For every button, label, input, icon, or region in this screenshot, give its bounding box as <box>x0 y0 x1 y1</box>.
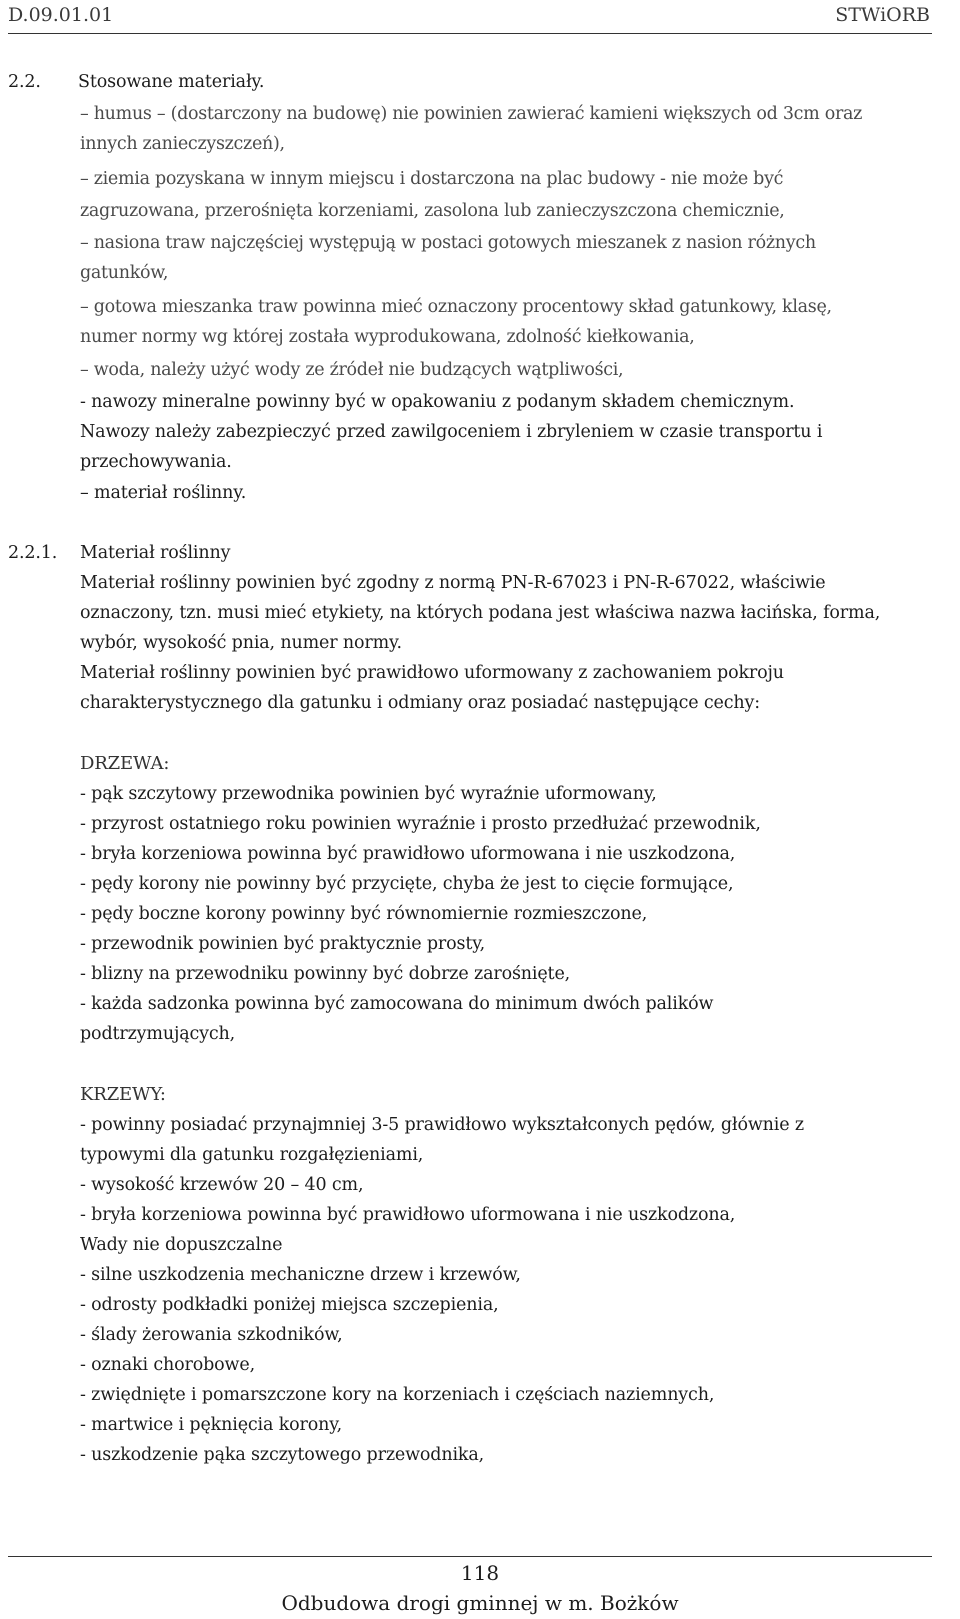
list-item: - zwiędnięte i pomarszczone kory na korzeniach i częściach naziemnych, <box>80 1385 715 1405</box>
material-line: numer normy wg której została wyprodukowana, zdolność kiełkowania, <box>80 327 695 347</box>
list-item: typowymi dla gatunku rozgałęzieniami, <box>80 1145 424 1165</box>
list-item: - silne uszkodzenia mechaniczne drzew i krzewów, <box>80 1265 521 1285</box>
material-line: – ziemia pozyskana w innym miejscu i dostarczona na plac budowy - nie może być <box>80 169 784 189</box>
shrubs-heading: KRZEWY: <box>80 1084 166 1105</box>
material-line: innych zanieczyszczeń), <box>80 134 285 154</box>
list-item: - przyrost ostatniego roku powinien wyraźnie i prosto przedłużać przewodnik, <box>80 814 761 834</box>
list-item: - uszkodzenie pąka szczytowego przewodnika, <box>80 1445 485 1465</box>
list-item: - powinny posiadać przynajmniej 3-5 prawidłowo wykształconych pędów, głównie z <box>80 1115 804 1135</box>
footer-rule <box>8 1556 932 1557</box>
list-item: - bryła korzeniowa powinna być prawidłowo uformowana i nie uszkodzona, <box>80 844 736 864</box>
material-line: – woda, należy użyć wody ze źródeł nie budzących wątpliwości, <box>80 360 624 380</box>
list-item: podtrzymujących, <box>80 1024 236 1044</box>
list-item: - bryła korzeniowa powinna być prawidłowo uformowana i nie uszkodzona, <box>80 1205 736 1225</box>
footer-title: Odbudowa drogi gminnej w m. Bożków <box>281 1591 679 1615</box>
list-item: - każda sadzonka powinna być zamocowana do minimum dwóch palików <box>80 994 714 1014</box>
material-line: – materiał roślinny. <box>80 483 247 503</box>
paragraph-line: oznaczony, tzn. musi mieć etykiety, na których podana jest właściwa nazwa łacińska, forma, <box>80 603 881 623</box>
material-line: – nasiona traw najczęściej występują w postaci gotowych mieszanek z nasion różnych <box>80 233 816 253</box>
material-line: – gotowa mieszanka traw powinna mieć oznaczony procentowy skład gatunkowy, klasę, <box>80 297 832 317</box>
material-line: gatunków, <box>80 263 169 283</box>
material-line: – humus – (dostarczony na budowę) nie powinien zawierać kamieni większych od 3cm oraz <box>80 104 863 124</box>
paragraph-line: charakterystycznego dla gatunku i odmiany oraz posiadać następujące cechy: <box>80 693 760 713</box>
header-doc-type: STWiORB <box>835 4 930 26</box>
material-line: zagruzowana, przerośnięta korzeniami, zasolona lub zanieczyszczona chemicznie, <box>80 201 785 221</box>
subsection-number: 2.2.1. <box>8 543 58 563</box>
list-item: - przewodnik powinien być praktycznie prosty, <box>80 934 486 954</box>
list-item: - odrosty podkładki poniżej miejsca szczepienia, <box>80 1295 499 1315</box>
paragraph-line: Materiał roślinny powinien być zgodny z normą PN-R-67023 i PN-R-67022, właściwie <box>80 573 826 593</box>
page-number: 118 <box>460 1561 500 1585</box>
material-line: przechowywania. <box>80 452 232 472</box>
list-item: - wysokość krzewów 20 – 40 cm, <box>80 1175 364 1195</box>
section-number: 2.2. <box>8 72 41 92</box>
page-header <box>8 4 952 32</box>
list-item: - ślady żerowania szkodników, <box>80 1325 343 1345</box>
defects-heading: Wady nie dopuszczalne <box>80 1235 283 1255</box>
trees-heading: DRZEWA: <box>80 753 170 774</box>
section-title: Stosowane materiały. <box>78 72 265 92</box>
list-item: - pędy korony nie powinny być przycięte, chyba że jest to cięcie formujące, <box>80 874 734 894</box>
header-doc-code: D.09.01.01 <box>8 4 114 26</box>
header-rule <box>8 33 932 34</box>
list-item: - oznaki chorobowe, <box>80 1355 255 1375</box>
subsection-title: Materiał roślinny <box>80 543 231 563</box>
paragraph-line: Materiał roślinny powinien być prawidłowo uformowany z zachowaniem pokroju <box>80 663 784 683</box>
list-item: - blizny na przewodniku powinny być dobrze zarośnięte, <box>80 964 571 984</box>
paragraph-line: wybór, wysokość pnia, numer normy. <box>80 633 402 653</box>
list-item: - pąk szczytowy przewodnika powinien być wyraźnie uformowany, <box>80 784 657 804</box>
material-line: Nawozy należy zabezpieczyć przed zawilgoceniem i zbryleniem w czasie transportu i <box>80 422 823 442</box>
list-item: - martwice i pęknięcia korony, <box>80 1415 343 1435</box>
list-item: - pędy boczne korony powinny być równomiernie rozmieszczone, <box>80 904 648 924</box>
material-line: - nawozy mineralne powinny być w opakowaniu z podanym składem chemicznym. <box>80 392 795 412</box>
